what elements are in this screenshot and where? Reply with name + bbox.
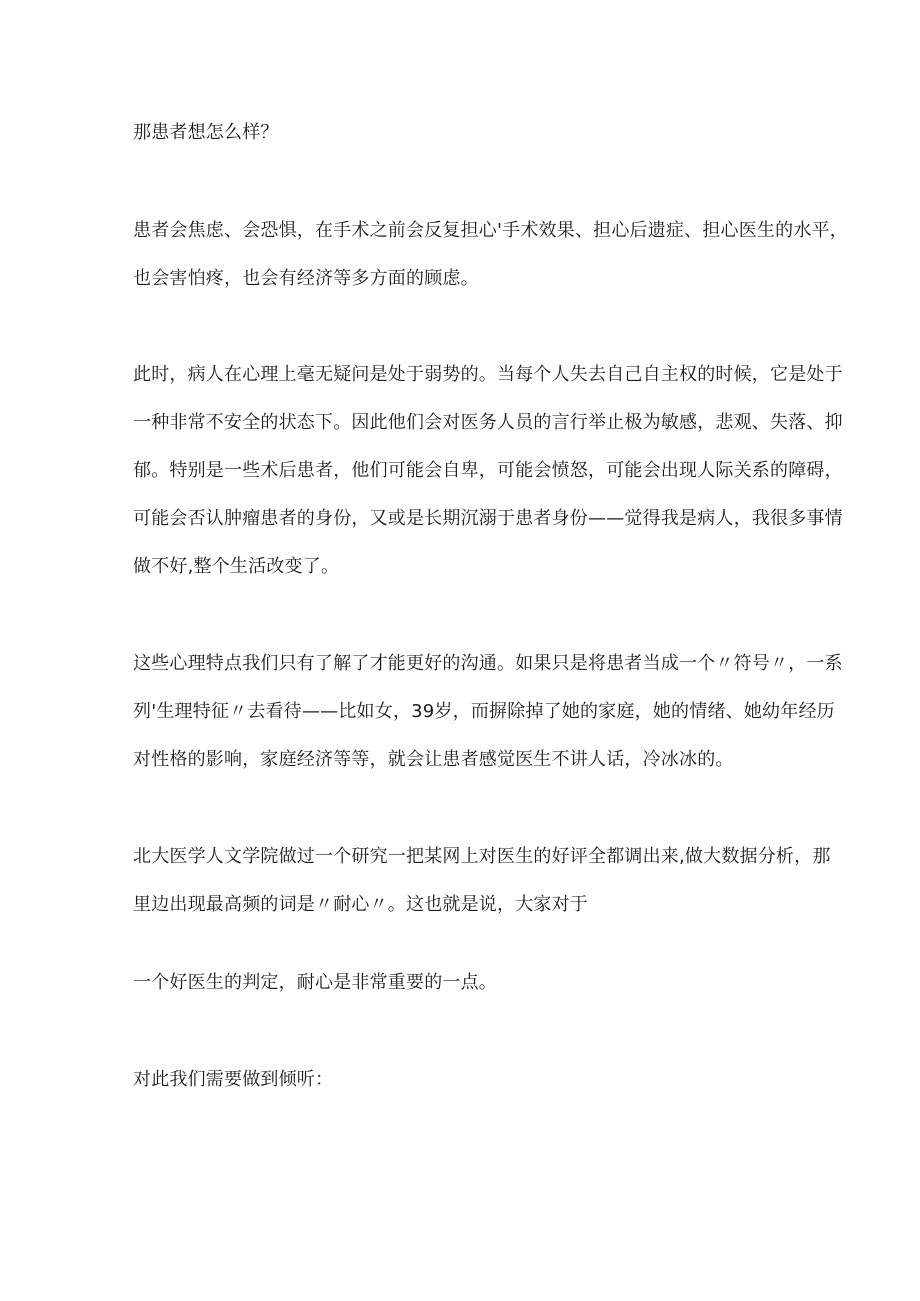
paragraph-3-line-1: 此时，病人在心理上毫无疑问是处于弱势的。当每个人失去自己自主权的时候，它是处于 — [133, 364, 843, 385]
paragraph-2-line-1: 患者会焦虑、会恐惧，在手术之前会反复担心'手术效果、担心后遗症、担心医生的水平， — [133, 220, 848, 241]
paragraph-6-line-1: 一个好医生的判定，耐心是非常重要的一点。 — [133, 972, 497, 993]
paragraph-1-line-1: 那患者想怎么样？ — [133, 122, 279, 143]
paragraph-4-line-3: 对性格的影响，家庭经济等等，就会让患者感觉医生不讲人话，冷冰冰的。 — [133, 749, 734, 770]
paragraph-4-line-2: 列'生理特征〃去看待——比如女，39岁，而摒除掉了她的家庭，她的情绪、她幼年经历 — [133, 701, 835, 722]
paragraph-3-line-5: 做不好,整个生活改变了。 — [133, 556, 340, 577]
paragraph-3-line-3: 郁。特别是一些术后患者，他们可能会自卑，可能会愤怒，可能会出现人际关系的障碍， — [133, 460, 843, 481]
paragraph-3-line-2: 一种非常不安全的状态下。因此他们会对医务人员的言行举止极为敏感，悲观、失落、抑 — [133, 412, 843, 433]
paragraph-4-line-1: 这些心理特点我们只有了解了才能更好的沟通。如果只是将患者当成一个〃符号〃，一系 — [133, 653, 843, 674]
paragraph-5-line-2: 里边出现最高频的词是〃耐心〃。这也就是说，大家对于 — [133, 894, 588, 915]
paragraph-3-line-4: 可能会否认肿瘤患者的身份，又或是长期沉溺于患者身份——觉得我是病人，我很多事情 — [133, 508, 843, 529]
paragraph-7-line-1: 对此我们需要做到倾听： — [133, 1069, 334, 1090]
paragraph-5-line-1: 北大医学人文学院做过一个研究一把某网上对医生的好评全都调出来,做大数据分析，那 — [133, 846, 831, 867]
paragraph-2-line-2: 也会害怕疼，也会有经济等多方面的顾虑。 — [133, 268, 479, 289]
